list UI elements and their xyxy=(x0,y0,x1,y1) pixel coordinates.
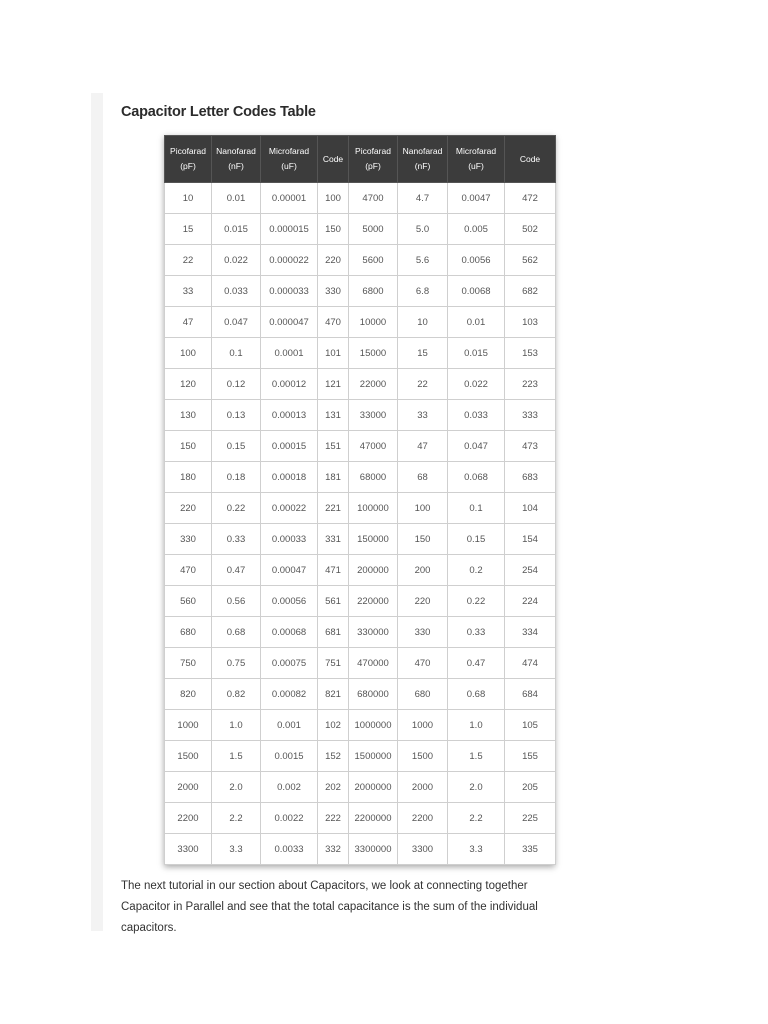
column-header-unit: (nF) xyxy=(414,161,431,171)
table-cell: 0.001 xyxy=(261,710,318,741)
table-row xyxy=(165,524,556,555)
table-cell: 2.0 xyxy=(212,772,261,803)
table-header xyxy=(165,136,556,183)
table-cell: 470 xyxy=(165,555,212,586)
table-cell: 0.00018 xyxy=(261,462,318,493)
table-cell: 0.15 xyxy=(212,431,261,462)
table-cell: 335 xyxy=(505,834,556,865)
table-cell: 472 xyxy=(505,183,556,214)
table-cell: 683 xyxy=(505,462,556,493)
table-cell: 0.0033 xyxy=(261,834,318,865)
column-header xyxy=(398,136,448,183)
table-cell: 750 xyxy=(165,648,212,679)
table-cell: 5.6 xyxy=(398,245,448,276)
table-cell: 330 xyxy=(318,276,349,307)
table-cell: 47 xyxy=(398,431,448,462)
column-header-label: Picofarad xyxy=(355,146,391,156)
table-cell: 22 xyxy=(398,369,448,400)
table-cell: 1500 xyxy=(165,741,212,772)
column-header-unit: (pF) xyxy=(180,161,196,171)
table-cell: 2200 xyxy=(398,803,448,834)
table-row xyxy=(165,338,556,369)
column-header xyxy=(505,136,556,183)
capacitor-codes-table-container xyxy=(164,135,555,865)
table-cell: 0.00022 xyxy=(261,493,318,524)
table-row xyxy=(165,462,556,493)
table-cell: 3300000 xyxy=(349,834,398,865)
table-cell: 2.2 xyxy=(448,803,505,834)
column-header-label: Picofarad xyxy=(170,146,206,156)
table-cell: 15 xyxy=(398,338,448,369)
table-row xyxy=(165,803,556,834)
table-cell: 680 xyxy=(398,679,448,710)
table-cell: 0.15 xyxy=(448,524,505,555)
table-row xyxy=(165,648,556,679)
table-cell: 101 xyxy=(318,338,349,369)
table-cell: 4.7 xyxy=(398,183,448,214)
table-cell: 0.22 xyxy=(448,586,505,617)
table-cell: 332 xyxy=(318,834,349,865)
table-cell: 6800 xyxy=(349,276,398,307)
table-cell: 254 xyxy=(505,555,556,586)
table-row xyxy=(165,245,556,276)
table-cell: 155 xyxy=(505,741,556,772)
footer-paragraph: The next tutorial in our section about Capacitors, we look at connecting together Capacitor in Parallel and see that the total capacitance is the sum of the individual capacitors. xyxy=(121,880,538,934)
table-cell: 0.0001 xyxy=(261,338,318,369)
table-cell: 0.2 xyxy=(448,555,505,586)
table-cell: 154 xyxy=(505,524,556,555)
table-cell: 0.0022 xyxy=(261,803,318,834)
table-cell: 0.00033 xyxy=(261,524,318,555)
column-header xyxy=(318,136,349,183)
table-cell: 100 xyxy=(318,183,349,214)
table-cell: 0.00013 xyxy=(261,400,318,431)
table-cell: 68000 xyxy=(349,462,398,493)
table-cell: 470 xyxy=(318,307,349,338)
column-header-label: Code xyxy=(322,153,344,164)
capacitor-codes-table xyxy=(164,135,556,865)
table-cell: 4700 xyxy=(349,183,398,214)
table-row xyxy=(165,555,556,586)
table-cell: 0.068 xyxy=(448,462,505,493)
column-header xyxy=(212,136,261,183)
column-header-label: Microfarad xyxy=(268,146,310,156)
table-cell: 100000 xyxy=(349,493,398,524)
table-cell: 47000 xyxy=(349,431,398,462)
table-cell: 0.00047 xyxy=(261,555,318,586)
table-cell: 200 xyxy=(398,555,448,586)
table-cell: 0.56 xyxy=(212,586,261,617)
table-cell: 1.0 xyxy=(448,710,505,741)
table-cell: 104 xyxy=(505,493,556,524)
table-cell: 103 xyxy=(505,307,556,338)
column-header-unit: (uF) xyxy=(281,161,297,171)
table-cell: 0.033 xyxy=(448,400,505,431)
table-cell: 0.1 xyxy=(212,338,261,369)
table-cell: 0.033 xyxy=(212,276,261,307)
table-cell: 0.0056 xyxy=(448,245,505,276)
table-cell: 474 xyxy=(505,648,556,679)
column-header-label: Microfarad xyxy=(455,146,497,156)
table-cell: 0.00001 xyxy=(261,183,318,214)
table-cell: 120 xyxy=(165,369,212,400)
table-cell: 22 xyxy=(165,245,212,276)
table-cell: 5000 xyxy=(349,214,398,245)
column-header xyxy=(261,136,318,183)
table-cell: 0.18 xyxy=(212,462,261,493)
table-cell: 751 xyxy=(318,648,349,679)
table-row xyxy=(165,493,556,524)
table-cell: 33000 xyxy=(349,400,398,431)
table-cell: 0.047 xyxy=(448,431,505,462)
table-cell: 200000 xyxy=(349,555,398,586)
table-cell: 0.47 xyxy=(448,648,505,679)
table-cell: 1000 xyxy=(398,710,448,741)
table-cell: 2200 xyxy=(165,803,212,834)
table-cell: 150 xyxy=(398,524,448,555)
table-cell: 202 xyxy=(318,772,349,803)
table-cell: 331 xyxy=(318,524,349,555)
table-cell: 102 xyxy=(318,710,349,741)
column-header-label: Nanofarad xyxy=(402,146,443,156)
column-header xyxy=(448,136,505,183)
table-cell: 684 xyxy=(505,679,556,710)
table-cell: 0.00082 xyxy=(261,679,318,710)
table-cell: 2.0 xyxy=(448,772,505,803)
table-cell: 0.01 xyxy=(212,183,261,214)
table-row xyxy=(165,431,556,462)
section-title: Capacitor Letter Codes Table xyxy=(121,104,316,120)
table-cell: 47 xyxy=(165,307,212,338)
table-row xyxy=(165,834,556,865)
table-cell: 561 xyxy=(318,586,349,617)
table-cell: 0.022 xyxy=(212,245,261,276)
table-row xyxy=(165,772,556,803)
table-cell: 3300 xyxy=(165,834,212,865)
table-cell: 0.00056 xyxy=(261,586,318,617)
table-cell: 151 xyxy=(318,431,349,462)
table-cell: 0.00012 xyxy=(261,369,318,400)
table-cell: 130 xyxy=(165,400,212,431)
table-cell: 10 xyxy=(165,183,212,214)
table-cell: 222 xyxy=(318,803,349,834)
table-row xyxy=(165,400,556,431)
table-cell: 1000000 xyxy=(349,710,398,741)
table-cell: 224 xyxy=(505,586,556,617)
table-cell: 0.68 xyxy=(212,617,261,648)
table-cell: 1500 xyxy=(398,741,448,772)
table-cell: 220 xyxy=(318,245,349,276)
table-cell: 150000 xyxy=(349,524,398,555)
table-cell: 131 xyxy=(318,400,349,431)
table-cell: 0.000047 xyxy=(261,307,318,338)
table-cell: 1500000 xyxy=(349,741,398,772)
table-cell: 0.002 xyxy=(261,772,318,803)
table-cell: 0.12 xyxy=(212,369,261,400)
table-cell: 100 xyxy=(398,493,448,524)
table-row xyxy=(165,617,556,648)
table-row xyxy=(165,307,556,338)
table-cell: 0.015 xyxy=(448,338,505,369)
table-row xyxy=(165,276,556,307)
table-cell: 105 xyxy=(505,710,556,741)
table-cell: 1000 xyxy=(165,710,212,741)
table-cell: 0.33 xyxy=(212,524,261,555)
column-header-label: Nanofarad xyxy=(216,146,256,156)
table-cell: 0.00015 xyxy=(261,431,318,462)
table-cell: 6.8 xyxy=(398,276,448,307)
table-cell: 10000 xyxy=(349,307,398,338)
table-cell: 0.00075 xyxy=(261,648,318,679)
table-cell: 10 xyxy=(398,307,448,338)
table-cell: 0.0068 xyxy=(448,276,505,307)
table-row xyxy=(165,369,556,400)
table-cell: 100 xyxy=(165,338,212,369)
table-row xyxy=(165,679,556,710)
table-cell: 220 xyxy=(398,586,448,617)
table-cell: 0.82 xyxy=(212,679,261,710)
table-cell: 3.3 xyxy=(448,834,505,865)
table-cell: 0.047 xyxy=(212,307,261,338)
table-cell: 471 xyxy=(318,555,349,586)
table-row xyxy=(165,741,556,772)
table-row xyxy=(165,214,556,245)
column-header-unit: (nF) xyxy=(228,161,244,171)
column-header xyxy=(349,136,398,183)
table-body xyxy=(165,183,556,865)
table-cell: 220000 xyxy=(349,586,398,617)
table-cell: 470 xyxy=(398,648,448,679)
table-cell: 2.2 xyxy=(212,803,261,834)
table-cell: 0.33 xyxy=(448,617,505,648)
table-row xyxy=(165,183,556,214)
table-cell: 0.000033 xyxy=(261,276,318,307)
table-cell: 334 xyxy=(505,617,556,648)
table-cell: 680 xyxy=(165,617,212,648)
table-cell: 33 xyxy=(398,400,448,431)
table-cell: 22000 xyxy=(349,369,398,400)
table-cell: 0.01 xyxy=(448,307,505,338)
table-cell: 681 xyxy=(318,617,349,648)
table-cell: 5600 xyxy=(349,245,398,276)
table-cell: 3.3 xyxy=(212,834,261,865)
table-cell: 333 xyxy=(505,400,556,431)
table-cell: 470000 xyxy=(349,648,398,679)
table-cell: 0.75 xyxy=(212,648,261,679)
table-cell: 0.0047 xyxy=(448,183,505,214)
table-cell: 0.13 xyxy=(212,400,261,431)
table-cell: 330 xyxy=(165,524,212,555)
table-cell: 0.1 xyxy=(448,493,505,524)
table-cell: 3300 xyxy=(398,834,448,865)
table-cell: 0.0015 xyxy=(261,741,318,772)
table-cell: 152 xyxy=(318,741,349,772)
table-cell: 2000 xyxy=(398,772,448,803)
column-header-label: Code xyxy=(519,153,541,164)
column-header-unit: (uF) xyxy=(468,161,484,171)
table-cell: 0.005 xyxy=(448,214,505,245)
table-cell: 2000000 xyxy=(349,772,398,803)
table-cell: 821 xyxy=(318,679,349,710)
table-cell: 205 xyxy=(505,772,556,803)
table-cell: 473 xyxy=(505,431,556,462)
table-cell: 1.5 xyxy=(212,741,261,772)
table-cell: 0.22 xyxy=(212,493,261,524)
table-cell: 68 xyxy=(398,462,448,493)
table-cell: 181 xyxy=(318,462,349,493)
table-cell: 820 xyxy=(165,679,212,710)
table-cell: 0.68 xyxy=(448,679,505,710)
table-cell: 0.47 xyxy=(212,555,261,586)
table-cell: 153 xyxy=(505,338,556,369)
table-cell: 0.015 xyxy=(212,214,261,245)
table-cell: 33 xyxy=(165,276,212,307)
table-cell: 502 xyxy=(505,214,556,245)
table-cell: 0.022 xyxy=(448,369,505,400)
table-cell: 0.00068 xyxy=(261,617,318,648)
table-cell: 121 xyxy=(318,369,349,400)
table-cell: 150 xyxy=(318,214,349,245)
table-cell: 2200000 xyxy=(349,803,398,834)
table-cell: 225 xyxy=(505,803,556,834)
table-cell: 330 xyxy=(398,617,448,648)
column-header-unit: (pF) xyxy=(365,161,381,171)
table-cell: 2000 xyxy=(165,772,212,803)
table-cell: 180 xyxy=(165,462,212,493)
table-row xyxy=(165,710,556,741)
table-cell: 330000 xyxy=(349,617,398,648)
table-cell: 1.0 xyxy=(212,710,261,741)
table-cell: 560 xyxy=(165,586,212,617)
table-header-row xyxy=(165,136,556,183)
table-cell: 15 xyxy=(165,214,212,245)
table-cell: 5.0 xyxy=(398,214,448,245)
table-cell: 15000 xyxy=(349,338,398,369)
table-cell: 150 xyxy=(165,431,212,462)
table-cell: 680000 xyxy=(349,679,398,710)
table-cell: 0.000015 xyxy=(261,214,318,245)
table-cell: 562 xyxy=(505,245,556,276)
table-cell: 0.000022 xyxy=(261,245,318,276)
table-cell: 223 xyxy=(505,369,556,400)
table-cell: 682 xyxy=(505,276,556,307)
table-cell: 220 xyxy=(165,493,212,524)
table-row xyxy=(165,586,556,617)
table-cell: 1.5 xyxy=(448,741,505,772)
table-cell: 221 xyxy=(318,493,349,524)
column-header xyxy=(165,136,212,183)
